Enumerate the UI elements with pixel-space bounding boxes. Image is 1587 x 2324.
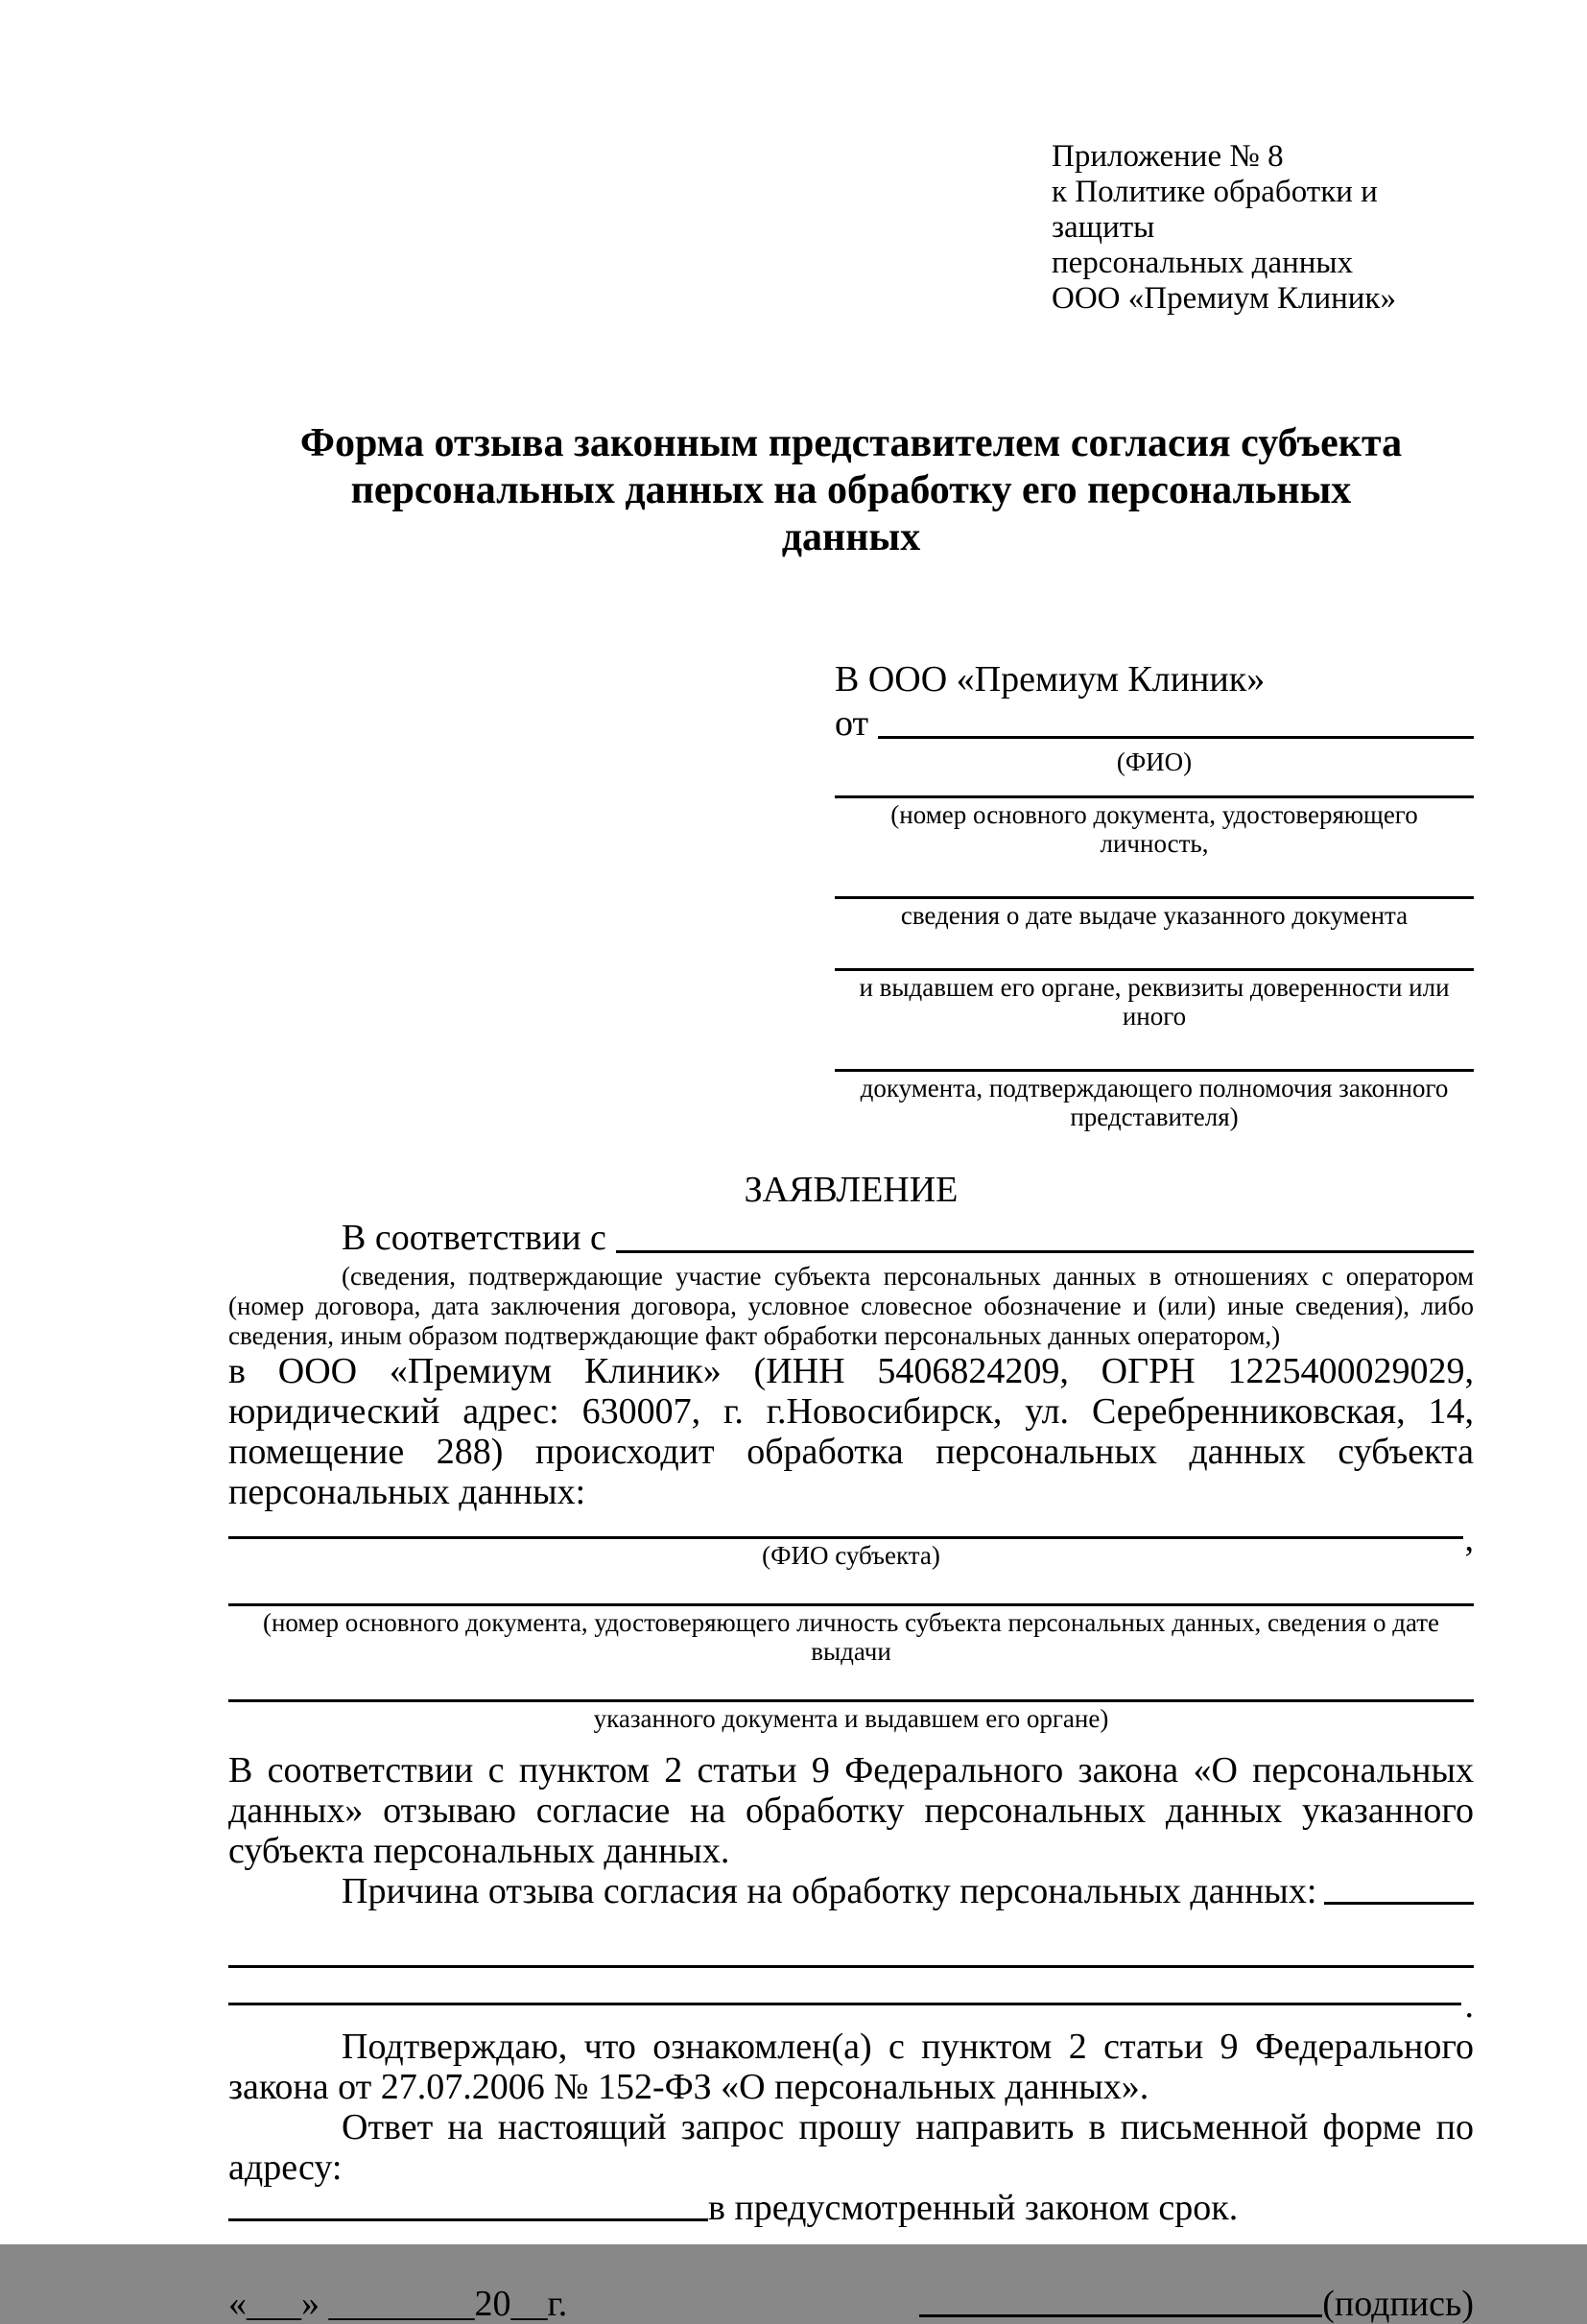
subject-doc-fill-line-2 — [228, 1699, 1474, 1702]
representative-doc-field-3: и выдавшем его органе, реквизиты доверенности или иного — [835, 968, 1474, 1031]
fio-caption: (ФИО) — [1116, 747, 1193, 776]
annex-line-1: Приложение № 8 — [1052, 139, 1284, 174]
recipient-org: В ООО «Премиум Клиник» — [835, 659, 1266, 700]
representative-doc-field-1: (номер основного документа, удостоверяющего личность, — [835, 795, 1474, 858]
statement-heading: ЗАЯВЛЕНИЕ — [744, 1170, 959, 1210]
subject-doc-caption-1: (номер основного документа, удостоверяющего личность субъекта персональных данных, сведения о дате выдачи — [262, 1608, 1440, 1666]
reason-blank-fill-1 — [228, 1954, 1474, 1968]
reason-blank-fill-2 — [228, 1991, 1461, 2005]
intro-prefix: В соответствии с — [342, 1218, 606, 1258]
representative-doc-field-2: сведения о дате выдаче указанного документа — [835, 896, 1474, 930]
footer-row — [228, 2284, 1474, 2324]
reason-blank-line-1 — [228, 1954, 1474, 1965]
signature-caption: (подпись) — [1322, 2284, 1474, 2324]
subject-doc-row-2 — [228, 1689, 1474, 1733]
reason-line — [228, 1871, 1474, 1911]
representative-doc-field-4: документа, подтверждающего полномочия законного представителя) — [835, 1069, 1474, 1131]
signature-group — [919, 2284, 1474, 2324]
document-title: Форма отзыва законным представителем согласия субъекта персональных данных на обработку его персональных данных — [299, 421, 1403, 559]
reason-fill-line — [1324, 1902, 1474, 1905]
subject-doc-line-1 — [228, 1593, 1474, 1606]
reason-blank-line-2: . — [228, 1994, 1474, 2005]
subject-fio-row — [228, 1519, 1474, 1570]
intro-fill-line — [616, 1250, 1474, 1253]
annex-header — [1052, 139, 1474, 317]
reason-label: Причина отзыва согласия на обработку персональных данных: — [342, 1871, 1317, 1911]
annex-line-4: ООО «Премиум Клиник» — [1052, 281, 1396, 316]
annex-line-3: персональных данных — [1052, 246, 1354, 280]
subject-doc-row-1 — [228, 1593, 1474, 1666]
subject-doc-line-2 — [228, 1689, 1474, 1702]
subject-doc-caption-2: указанного документа и выдавшем его органе) — [593, 1704, 1109, 1733]
date-line: «___» ________20__г. — [228, 2284, 568, 2324]
reply-line-1: Ответ на настоящий запрос прошу направить в письменной форме по адресу: — [228, 2107, 1474, 2188]
subject-doc-fill-line-1 — [228, 1603, 1474, 1606]
intro-line — [228, 1216, 1474, 1260]
from-line — [835, 701, 1474, 746]
subject-fio-fill-line — [228, 1536, 1463, 1539]
reply-line-2 — [228, 2188, 1474, 2228]
reply-address-fill-line — [228, 2218, 708, 2221]
annex-line-2: к Политике обработки и защиты — [1052, 175, 1378, 245]
confirm-paragraph: Подтверждаю, что ознакомлен(а) с пунктом 2 статьи 9 Федерального закона от 27.07.2006 № 152-ФЗ «О персональных данных». — [228, 2027, 1474, 2107]
from-label: от — [835, 703, 869, 744]
signature-fill-line — [919, 2314, 1322, 2317]
recipient-block — [835, 657, 1474, 1131]
from-fill-line — [878, 736, 1474, 739]
reply-line-2-text: в предусмотренный законом срок. — [708, 2188, 1239, 2228]
withdraw-paragraph: В соответствии с пунктом 2 статьи 9 Федерального закона «О персональных данных» отзываю согласие на обработку персональных данных указанного субъекта персональных данных. — [228, 1750, 1474, 1871]
subject-fio-line: , — [228, 1526, 1474, 1539]
operator-paragraph: в ООО «Премиум Клиник» (ИНН 5406824209, ОГРН 1225400029029, юридический адрес: 630007, г. г.Новосибирск, ул. Серебренниковская, 14, помещение 288) происходит обработка персональных данных субъекта персональных данных: — [228, 1351, 1474, 1512]
intro-note: (сведения, подтверждающие участие субъекта персональных данных в отношениях с оператором (номер договора, дата заключения договора, условное словесное обозначение и (или) иные сведения), либо сведения, иным образом подтверждающие факт обработки персональных данных оператором,) — [228, 1262, 1474, 1350]
subject-fio-caption: (ФИО субъекта) — [762, 1541, 940, 1570]
